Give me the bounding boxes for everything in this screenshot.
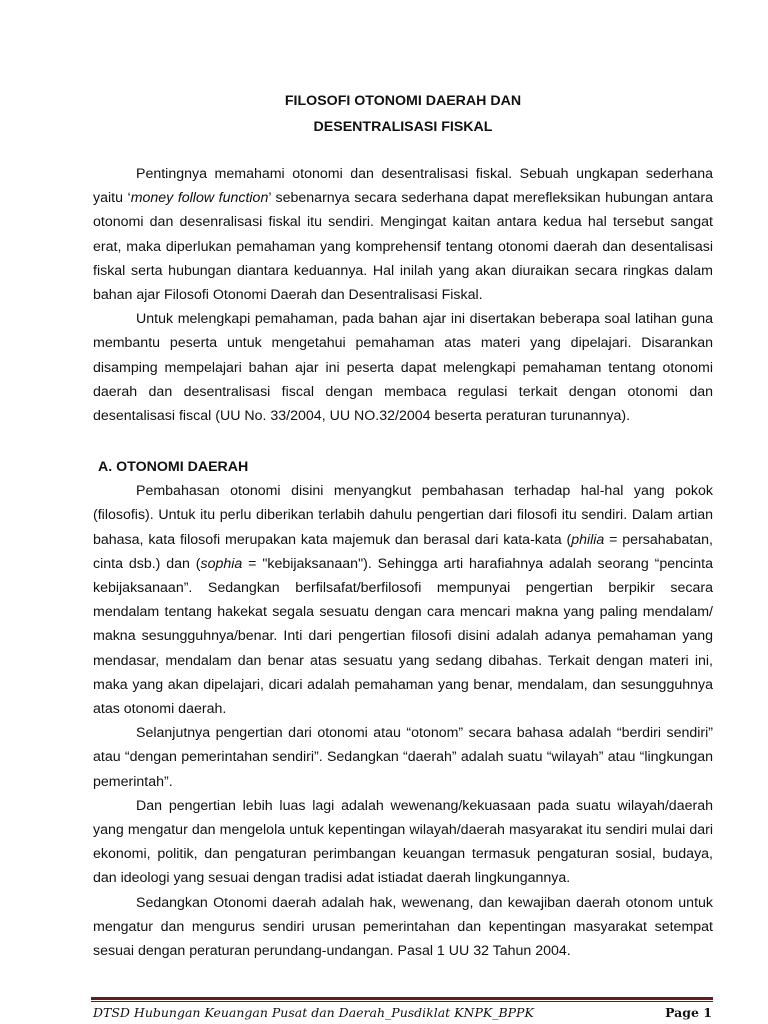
- footer-page-number: Page 1: [665, 1005, 712, 1020]
- section-a-paragraph-2: Selanjutnya pengertian dari otonomi atau “otonom” secara bahasa adalah “berdiri sendiri” atau “dengan pemerintahan sendiri”. Sedangkan “daerah” adalah suatu “wilayah” atau “lingkungan pemerintah”.: [93, 725, 713, 790]
- section-a-p1-text-1: Pembahasan otonomi disini menyangkut pembahasan terhadap hal-hal yang pokok (filosofis). Untuk itu perlu diberikan terlabih dahulu pengertian dari filosofi itu sendiri. Dalam artian bahasa, kata filosofi merupakan kata majemuk dan berasal dari kata-kata (: [93, 483, 713, 548]
- section-a-paragraph-3: Dan pengertian lebih luas lagi adalah wewenang/kekuasaan pada suatu wilayah/daerah yang mengatur dan mengelola untuk kepentingan wilayah/daerah masyarakat itu sendiri mulai dari ekonomi, politik, dan pengaturan perimbangan keuangan termasuk pengaturan sosial, budaya, dan ideologi yang sesuai dengan tradisi adat istiadat daerah lingkungannya.: [93, 797, 713, 887]
- intro-p1-text-1: Pentingnya memahami otonomi dan desentralisasi fiskal. Sebuah ungkapan sederhana yaitu ‘: [93, 166, 713, 207]
- section-a-paragraph-4: Sedangkan Otonomi daerah adalah hak, wewenang, dan kewajiban daerah otonom untuk mengatur dan mengurus sendiri urusan pemerintahan dan kepentingan masyarakat setempat sesuai dengan peraturan perundang-undangan. Pasal 1 UU 32 Tahun 2004.: [93, 894, 713, 960]
- footer-rule-thin: [91, 1001, 713, 1002]
- intro-section: [93, 162, 713, 428]
- intro-paragraph-1: [93, 162, 713, 307]
- section-a-p1-italic-2: sophia: [200, 555, 243, 572]
- document-title-line-2: DESENTRALISASI FISKAL: [313, 119, 493, 135]
- section-a-p1-text-3: = "kebijaksanaan"). Sehingga arti harafiahnya adalah seorang “pencinta kebijaksanaan”. Sedangkan berfilsafat/berfilosofi mempunyai pengertian berpikir secara mendalam tentang hakekat segala sesuatu dengan cara mencari makna yang paling mendalam/ makna sesungguhnya/benar. Inti dari pengertian filosofi disini adalah adanya pemahaman yang mendasar, mendalam dan benar atas sesuatu yang sedang dibahas. Terkait dengan materi ini, maka yang akan dipelajari, dicari adalah pemahaman yang benar, mendalam, dan sesungguhnya atas otonomi daerah.: [93, 555, 713, 718]
- intro-p1-text-2: ’ sebenarnya secara sederhana dapat merefleksikan hubungan antara otonomi dan desenralisasi fiskal itu sendiri. Mengingat kaitan antara kedua hal tersebut sangat erat, maka diperlukan pemahaman yang komprehensif tentang otonomi daerah dan desentalisasi fiskal serta hubungan diantara keduannya. Hal inilah yang akan diuraikan secara ringkas dalam bahan ajar Filosofi Otonomi Daerah dan Desentralisasi Fiskal.: [93, 190, 714, 304]
- intro-paragraph-2: Untuk melengkapi pemahaman, pada bahan ajar ini disertakan beberapa soal latihan guna membantu peserta untuk mengetahui pemahaman atas materi yang dipelajari. Disarankan disamping mempelajari bahan ajar ini peserta dapat melengkapi pemahaman tentang otonomi daerah dan desentralisasi fiscal dengan membaca regulasi terkait dengan otonomi dan desentalisasi fiscal (UU No. 33/2004, UU NO.32/2004 beserta peraturan turunannya).: [93, 311, 713, 425]
- section-a-p1-italic-1: philia: [571, 531, 605, 548]
- section-a: [93, 455, 713, 963]
- document-page: [93, 0, 713, 1024]
- footer-rule-thick: [91, 997, 713, 1000]
- footer-document-info: DTSD Hubungan Keuangan Pusat dan Daerah_Pusdiklat KNPK_BPPK: [93, 1005, 534, 1020]
- document-title-line-1: FILOSOFI OTONOMI DAERAH DAN: [284, 93, 522, 109]
- intro-p1-italic: money follow function: [130, 190, 269, 207]
- section-a-p1-text-2: = persahabatan, cinta dsb.) dan (: [93, 531, 714, 572]
- section-a-heading: A. OTONOMI DAERAH: [98, 459, 249, 475]
- section-a-paragraph-1: [93, 479, 713, 721]
